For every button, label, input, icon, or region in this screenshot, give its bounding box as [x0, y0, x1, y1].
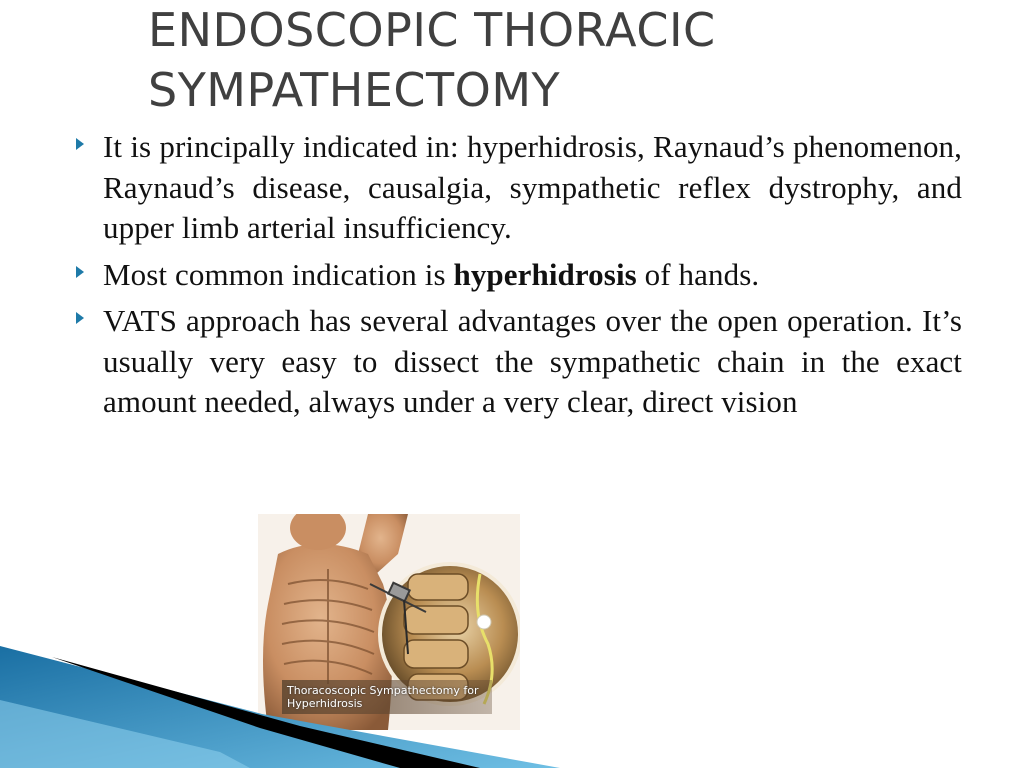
- title-line: SYMPATHECTOMY: [148, 63, 561, 117]
- bullet-text-part: of hands.: [636, 256, 760, 292]
- bullet-text-part: Most common indication is: [103, 256, 454, 292]
- title-line: ENDOSCOPIC THORACIC: [148, 3, 716, 57]
- bullet-text: It is principally indicated in: hyperhidrosis, Raynaud’s phenomenon, Raynaud’s disease, causalgia, sympathetic reflex dystrophy, and upper limb arterial insufficiency.: [103, 129, 962, 245]
- bullet-text: VATS approach has several advantages over the open operation. It’s usually very easy to dissect the sympathetic chain in the exact amount needed, always under a very clear, direct vision: [103, 303, 962, 419]
- caption-line: Hyperhidrosis: [287, 697, 363, 710]
- caption-line: Thoracoscopic Sympathectomy for: [287, 684, 479, 697]
- bullet-emphasis: hyperhidrosis: [453, 256, 637, 292]
